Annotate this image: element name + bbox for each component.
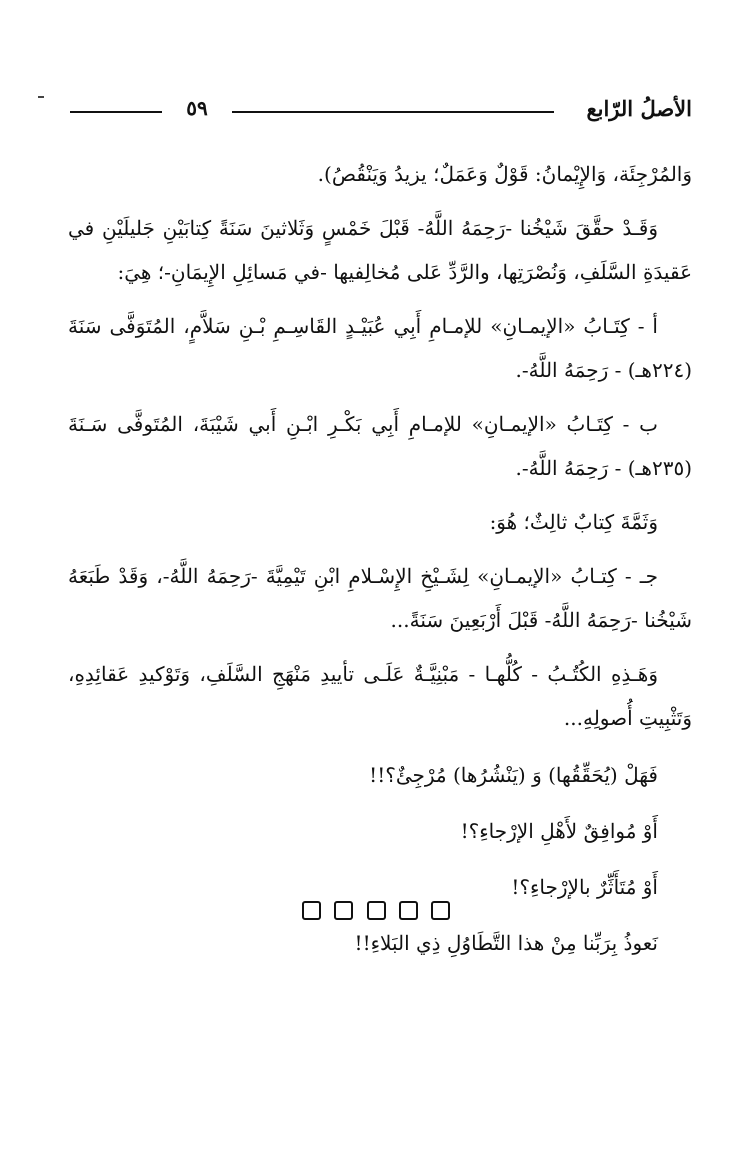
paragraph-third-book: وَثَمَّةَ كِتابٌ ثالِثٌ؛ هُوَ: — [489, 510, 658, 534]
question-line-1: فَهَلْ (يُحَقِّقُها) وَ (يَنْشُرُها) مُرْجِئٌ؟!! — [369, 763, 658, 787]
square-ornament-icon — [334, 901, 353, 920]
scan-speck — [38, 96, 44, 98]
question-line-3: أَوْ مُتَأَثِّرٌ بالإرْجاءِ؟! — [511, 875, 658, 899]
question-line-2: أَوْ مُوافِقٌ لأَهْلِ الإرْجاءِ؟! — [460, 819, 658, 843]
chapter-title: الأصلُ الرّابع — [586, 96, 692, 121]
closing-line: نَعوذُ بِرَبِّنا مِنْ هذا التَّطَاوُلِ ذِي البَلاءِ!! — [354, 931, 658, 955]
header-rule-short — [70, 111, 162, 113]
paragraph-2: وَقَـدْ حقَّقَ شَيْخُنا -رَحِمَهُ اللَّهُ- قَبْلَ خَمْسٍ وَثَلاثينَ سَنَةً كِتابَيْنِ جَليلَيْنِ في عَقيدَةِ السَّلَفِ، وَنُصْرَتِها، والرَّدِّ عَلى مُخالِفيها -في مَسائِلِ الإِيمَانِ-؛ هِيَ: — [68, 216, 692, 284]
list-item-c: جـ - كِتـابُ «الإيمـانِ» لِشَـيْخِ الإِسْـلامِ ابْنِ تَيْمِيَّةَ -رَحِمَهُ اللَّهُ-، وَقَدْ طَبَعَهُ شَيْخُنا -رَحِمَهُ اللَّهُ- قَبْلَ أَرْبَعِينَ سَنَةً... — [68, 564, 692, 632]
square-ornament-icon — [367, 901, 386, 920]
square-ornament-icon — [431, 901, 450, 920]
section-end-ornament — [0, 900, 752, 920]
paragraph-conclusion: وَهَـذِهِ الكُتُـبُ - كُلُّهـا - مَبْنِيَّـةٌ عَلَـى تأييدِ مَنْهَجِ السَّلَفِ، وَتَوْكيدِ عَقائِدِهِ، وَتَثْبِيتِ أُصولِهِ... — [68, 662, 692, 730]
page-number: ٥٩ — [186, 96, 208, 120]
square-ornament-icon — [302, 901, 321, 920]
running-header — [62, 96, 692, 130]
list-item-a: أ - كِتَـابُ «الإيمـانِ» للإمـامِ أَبِي عُبَيْـدٍ القَاسِـمِ بْـنِ سَلاَّمٍ، المُتَوَفَّى سَنَةَ (٢٢٤هـ) - رَحِمَهُ اللَّهُ-. — [68, 314, 692, 382]
header-rule-long — [232, 111, 554, 113]
list-item-b: ب - كِتَـابُ «الإيمـانِ» للإمـامِ أَبِي بَكْـرِ ابْـنِ أَبي شَيْبَةَ، المُتَوفَّى سَـنَةَ (٢٣٥هـ) - رَحِمَهُ اللَّهُ-. — [68, 412, 692, 480]
paragraph-1: وَالمُرْجِئَة، وَالإِيْمانُ: قَوْلٌ وَعَمَلٌ؛ يزيدُ وَيَنْقُصُ). — [317, 162, 692, 186]
body-text — [68, 152, 692, 974]
square-ornament-icon — [399, 901, 418, 920]
